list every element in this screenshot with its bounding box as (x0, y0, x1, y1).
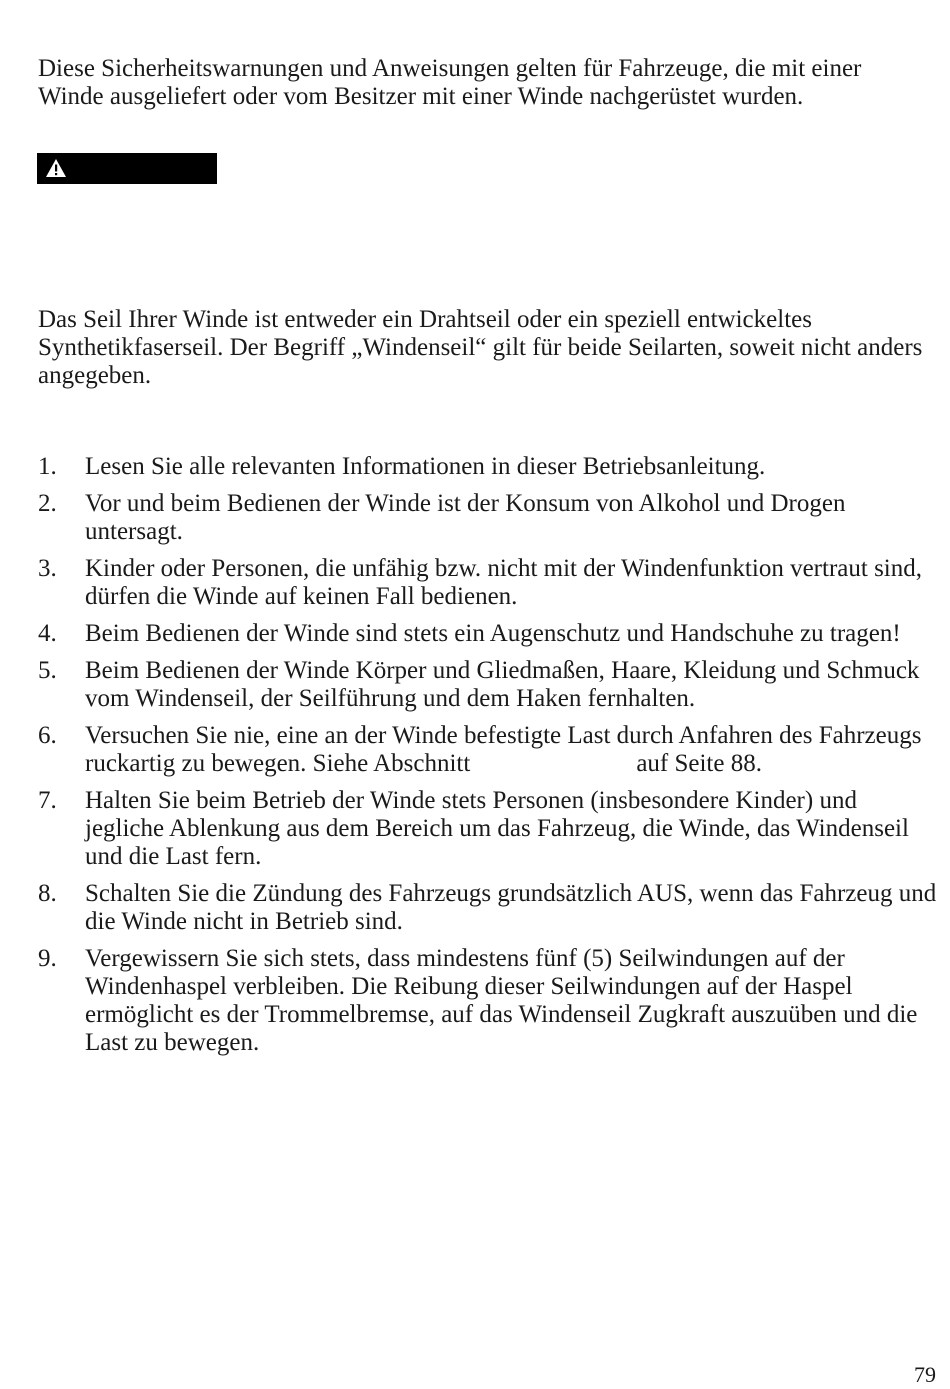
list-item (38, 722, 938, 778)
item-number: 1. (38, 453, 57, 480)
item-number: 9. (38, 945, 57, 972)
rope-info-paragraph: Das Seil Ihrer Winde ist entweder ein Drahtseil oder ein speziell entwickeltes Synthetikfaserseil. Der Begriff „Windenseil“ gilt für beide Seilarten, soweit nicht anders angegeben. (38, 306, 923, 389)
item-text: Vor und beim Bedienen der Winde ist der Konsum von Alkohol und Drogen untersagt. (85, 490, 846, 545)
item-number: 2. (38, 490, 57, 517)
list-item (38, 555, 938, 611)
item-number: 7. (38, 787, 57, 814)
item-number: 3. (38, 555, 57, 582)
item-text: Beim Bedienen der Winde Körper und Gliedmaßen, Haare, Kleidung und Schmuck vom Windenseil, der Seilführung und dem Haken fernhalten. (85, 657, 920, 712)
list-item (38, 787, 938, 871)
item-text: Vergewissern Sie sich stets, dass mindestens fünf (5) Seilwindungen auf der Windenhaspel verbleiben. Die Reibung dieser Seilwindungen auf der Haspel ermöglicht es der Trommelbremse, auf das Windenseil Zugkraft auszuüben und die Last zu bewegen. (85, 945, 918, 1056)
list-item (38, 945, 938, 1057)
list-item (38, 453, 938, 481)
page-number: 79 (914, 1362, 936, 1387)
list-item (38, 490, 938, 546)
item-number: 6. (38, 722, 57, 749)
item-number: 8. (38, 880, 57, 907)
item-text: Halten Sie beim Betrieb der Winde stets Personen (insbesondere Kinder) und jegliche Ablenkung aus dem Bereich um das Fahrzeug, die Winde, das Windenseil und die Last fern. (85, 787, 909, 870)
list-item (38, 620, 938, 648)
item-text: Beim Bedienen der Winde sind stets ein Augenschutz und Handschuhe zu tragen! (85, 620, 901, 647)
item-text: Lesen Sie alle relevanten Informationen in dieser Betriebsanleitung. (85, 453, 766, 480)
item-number: 4. (38, 620, 57, 647)
item-number: 5. (38, 657, 57, 684)
warning-banner (37, 153, 217, 184)
item-text: Schalten Sie die Zündung des Fahrzeugs grundsätzlich AUS, wenn das Fahrzeug und die Winde nicht in Betrieb sind. (85, 880, 937, 935)
page-reference: auf Seite 88. (636, 750, 762, 777)
list-item (38, 657, 938, 713)
item-text: Versuchen Sie nie, eine an der Winde befestigte Last durch Anfahren des Fahrzeugs ruckartig zu bewegen. Siehe Abschnitt (85, 722, 922, 777)
list-item (38, 880, 938, 936)
safety-instructions-list (38, 453, 938, 1066)
intro-paragraph: Diese Sicherheitswarnungen und Anweisungen gelten für Fahrzeuge, die mit einer Winde ausgeliefert oder vom Besitzer mit einer Winde nachgerüstet wurden. (38, 55, 862, 110)
item-text: Kinder oder Personen, die unfähig bzw. nicht mit der Windenfunktion vertraut sind, dürfen die Winde auf keinen Fall bedienen. (85, 555, 922, 610)
warning-triangle-icon (45, 158, 67, 178)
